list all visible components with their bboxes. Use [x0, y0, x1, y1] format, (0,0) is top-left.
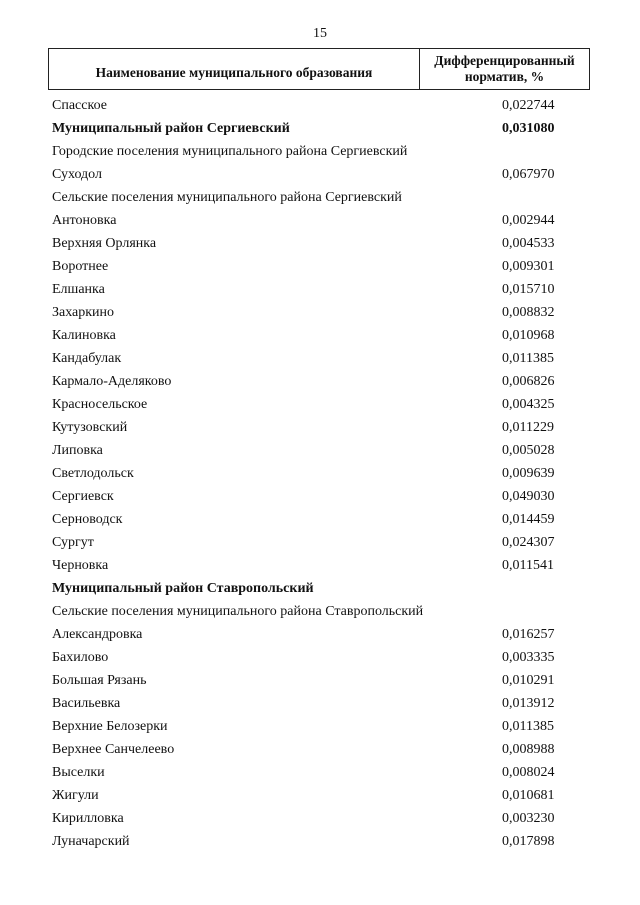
table-row	[52, 531, 572, 554]
row-value: 0,031080	[502, 120, 555, 136]
row-value: 0,014459	[502, 511, 555, 527]
row-name: Муниципальный район Сергиевский	[52, 120, 290, 136]
row-value: 0,003335	[502, 649, 555, 665]
table-row	[52, 646, 572, 669]
page-number: 15	[313, 26, 327, 41]
row-name: Сургут	[52, 534, 94, 550]
row-value: 0,011385	[502, 718, 554, 734]
table-row	[52, 117, 572, 140]
table-row	[52, 163, 572, 186]
header-name-column: Наименование муниципального образования	[49, 49, 420, 89]
row-name: Захаркино	[52, 304, 115, 320]
table-row	[52, 140, 572, 163]
row-name: Антоновка	[52, 212, 117, 228]
table-row	[52, 255, 572, 278]
row-name: Жигули	[52, 787, 99, 803]
row-value: 0,009301	[502, 258, 555, 274]
row-name: Воротнее	[52, 258, 109, 274]
table-row	[52, 94, 572, 117]
row-name: Сельские поселения муниципального района Сергиевский	[52, 189, 402, 205]
row-value: 0,004533	[502, 235, 555, 251]
row-name: Кандабулак	[52, 350, 122, 366]
table-row	[52, 554, 572, 577]
table-row	[52, 416, 572, 439]
table-row	[52, 508, 572, 531]
row-name: Кутузовский	[52, 419, 128, 435]
table-row	[52, 715, 572, 738]
row-value: 0,011541	[502, 557, 554, 573]
row-value: 0,022744	[502, 97, 555, 113]
row-name: Муниципальный район Ставропольский	[52, 580, 314, 596]
row-name: Калиновка	[52, 327, 116, 343]
table-row	[52, 278, 572, 301]
row-value: 0,010968	[502, 327, 555, 343]
table-row	[52, 600, 572, 623]
row-value: 0,005028	[502, 442, 555, 458]
row-value: 0,010291	[502, 672, 555, 688]
row-value: 0,024307	[502, 534, 555, 550]
row-value: 0,009639	[502, 465, 555, 481]
row-value: 0,015710	[502, 281, 555, 297]
row-value: 0,017898	[502, 833, 555, 849]
row-name: Верхнее Санчелеево	[52, 741, 175, 757]
row-name: Кармало-Аделяково	[52, 373, 172, 389]
table-row	[52, 186, 572, 209]
table-row	[52, 439, 572, 462]
row-value: 0,003230	[502, 810, 555, 826]
row-name: Светлодольск	[52, 465, 134, 481]
table-row	[52, 830, 572, 853]
row-value: 0,067970	[502, 166, 555, 182]
row-name: Выселки	[52, 764, 105, 780]
row-name: Верхние Белозерки	[52, 718, 168, 734]
header-norm-column	[420, 49, 589, 89]
table-header	[48, 48, 590, 90]
row-value: 0,008024	[502, 764, 555, 780]
table-row	[52, 738, 572, 761]
table-row	[52, 462, 572, 485]
table-row	[52, 485, 572, 508]
table-row	[52, 301, 572, 324]
table-row	[52, 784, 572, 807]
row-name: Луначарский	[52, 833, 130, 849]
row-name: Красносельское	[52, 396, 148, 412]
table-row	[52, 370, 572, 393]
row-name: Сергиевск	[52, 488, 114, 504]
table-row	[52, 209, 572, 232]
row-name: Большая Рязань	[52, 672, 147, 688]
table-row	[52, 347, 572, 370]
row-name: Сельские поселения муниципального района Ставропольский	[52, 603, 424, 619]
row-name: Серноводск	[52, 511, 123, 527]
header-norm-line1: Дифференцированный	[434, 53, 575, 68]
row-name: Городские поселения муниципального района Сергиевский	[52, 143, 408, 159]
row-name: Бахилово	[52, 649, 109, 665]
table-row	[52, 623, 572, 646]
row-name: Александровка	[52, 626, 143, 642]
table-row	[52, 393, 572, 416]
row-value: 0,004325	[502, 396, 555, 412]
header-norm-line2: норматив, %	[464, 69, 545, 84]
table-row	[52, 807, 572, 830]
table-row	[52, 577, 572, 600]
row-value: 0,008832	[502, 304, 555, 320]
table-body	[52, 94, 572, 853]
row-name: Спасское	[52, 97, 107, 113]
row-name: Кирилловка	[52, 810, 124, 826]
row-value: 0,008988	[502, 741, 555, 757]
row-value: 0,011229	[502, 419, 554, 435]
table-row	[52, 669, 572, 692]
table-row	[52, 761, 572, 784]
row-name: Верхняя Орлянка	[52, 235, 157, 251]
row-value: 0,013912	[502, 695, 555, 711]
row-name: Суходол	[52, 166, 102, 182]
table-row	[52, 232, 572, 255]
row-value: 0,006826	[502, 373, 555, 389]
row-name: Елшанка	[52, 281, 105, 297]
row-value: 0,016257	[502, 626, 555, 642]
row-value: 0,011385	[502, 350, 554, 366]
row-name: Липовка	[52, 442, 103, 458]
row-value: 0,002944	[502, 212, 555, 228]
row-name: Черновка	[52, 557, 109, 573]
row-value: 0,010681	[502, 787, 555, 803]
table-row	[52, 692, 572, 715]
table-row	[52, 324, 572, 347]
row-name: Васильевка	[52, 695, 121, 711]
row-value: 0,049030	[502, 488, 555, 504]
